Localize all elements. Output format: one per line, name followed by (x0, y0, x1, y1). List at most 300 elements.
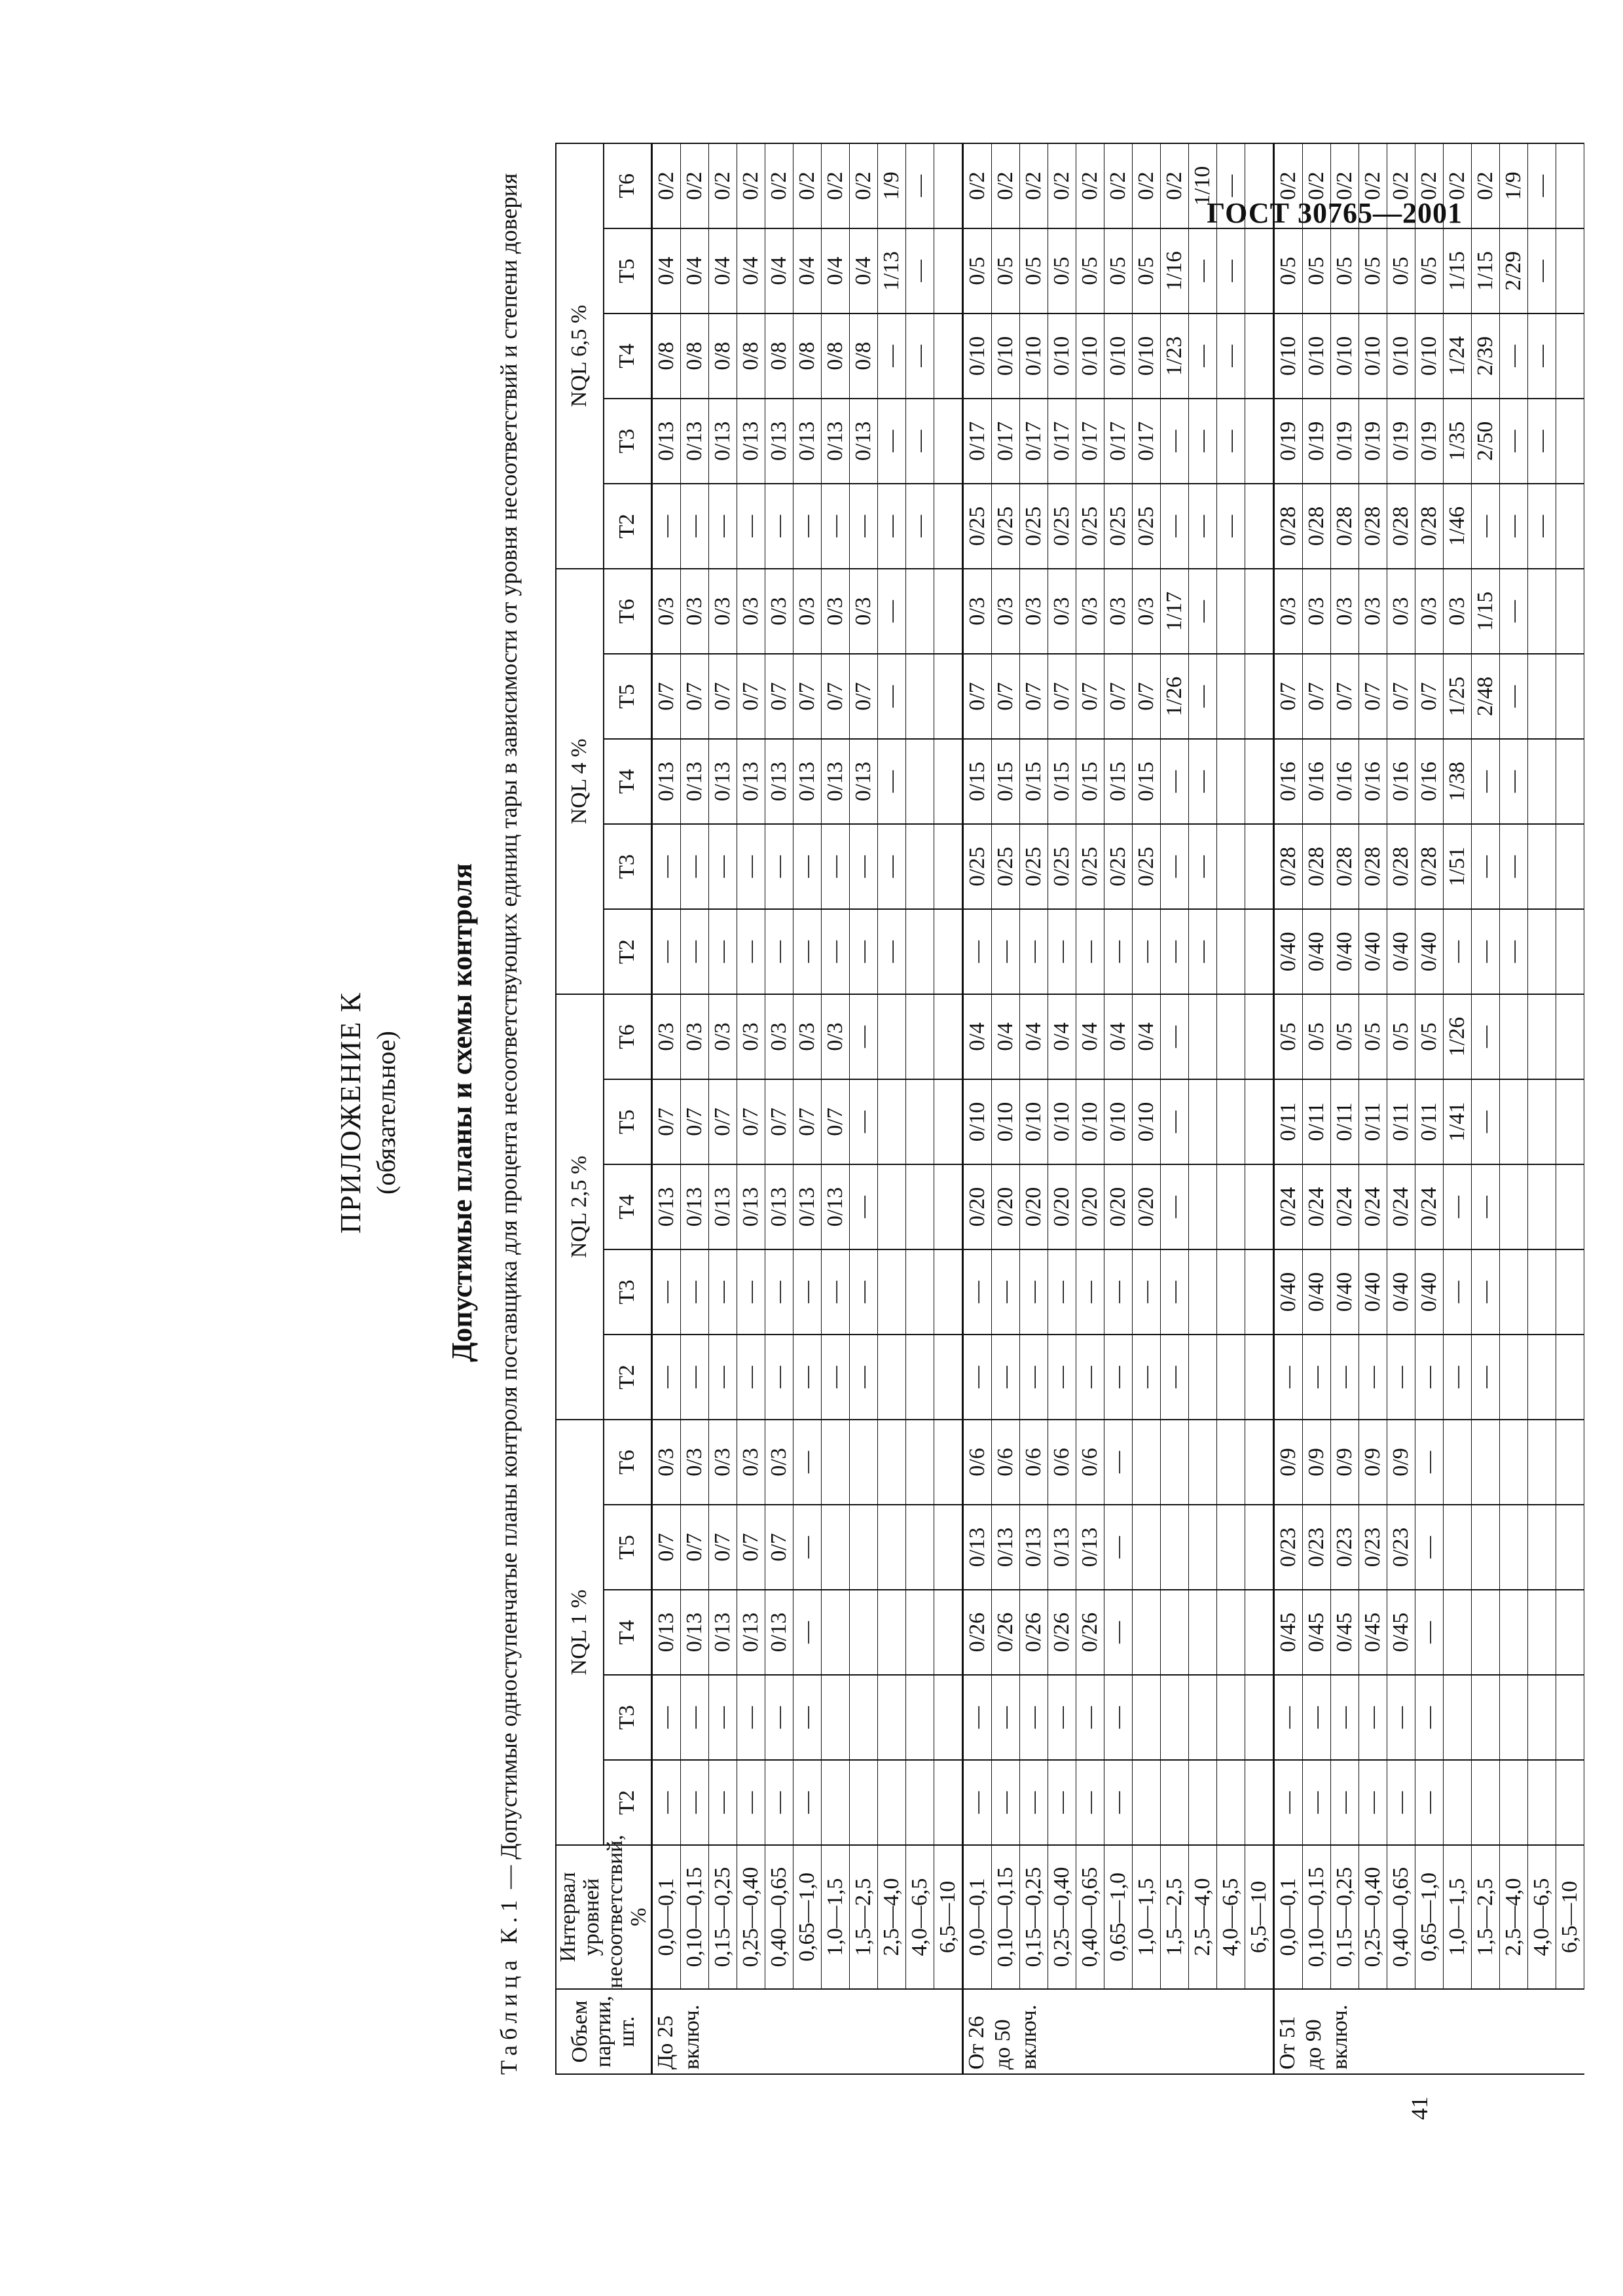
plan-cell: 0/19 (1359, 399, 1387, 484)
plan-cell: 0/10 (1048, 1079, 1076, 1164)
plan-cell (1500, 1164, 1528, 1249)
plan-cell (1161, 1590, 1189, 1675)
plan-cell: 0/15 (992, 739, 1020, 824)
plan-cell: 0/45 (1387, 1590, 1415, 1675)
plan-cell (1189, 1675, 1217, 1760)
plan-cell: — (709, 1675, 737, 1760)
plan-cell: 0/2 (765, 143, 793, 228)
plan-cell: 0/25 (1104, 484, 1133, 569)
col-header-level: T6 (604, 994, 652, 1079)
plan-cell: — (1500, 909, 1528, 994)
plan-cell: — (1217, 399, 1245, 484)
plan-cell (1217, 1079, 1245, 1164)
plan-cell: 0/5 (1274, 994, 1303, 1079)
plan-cell: 0/13 (709, 1590, 737, 1675)
plan-cell: 0/3 (765, 569, 793, 654)
interval-cell: 0,15—0,25 (709, 1845, 737, 1989)
plan-cell (934, 1760, 963, 1845)
table-row (1133, 143, 1161, 2074)
plan-cell: 0/17 (963, 399, 992, 484)
plan-cell: 0/4 (850, 228, 878, 314)
plan-cell (1472, 1760, 1500, 1845)
plan-cell: 0/8 (765, 314, 793, 399)
plan-cell (1245, 654, 1274, 739)
plan-cell: 0/28 (1303, 824, 1331, 909)
plan-cell: 0/4 (822, 228, 850, 314)
plan-cell: 0/23 (1331, 1505, 1359, 1590)
plan-cell: 0/10 (992, 1079, 1020, 1164)
table-row (1528, 143, 1556, 2074)
plan-cell: — (1020, 909, 1048, 994)
plan-cell: 0/4 (709, 228, 737, 314)
plan-cell (906, 1079, 934, 1164)
plan-cell (1500, 994, 1528, 1079)
plan-cell (1217, 1760, 1245, 1845)
plan-cell: 0/7 (1274, 654, 1303, 739)
plan-cell: — (963, 1760, 992, 1845)
plan-cell: 0/7 (1133, 654, 1161, 739)
plan-cell (878, 1675, 906, 1760)
table-row (1387, 143, 1415, 2074)
plan-cell: 0/3 (793, 569, 822, 654)
plan-cell (1556, 824, 1584, 909)
plan-cell: — (992, 909, 1020, 994)
col-header-level: T3 (604, 824, 652, 909)
plan-cell (1217, 909, 1245, 994)
plan-cell: 0/2 (1048, 143, 1076, 228)
plan-cell: 0/16 (1415, 739, 1444, 824)
plan-cell: 0/11 (1331, 1079, 1359, 1164)
plan-cell: 0/5 (1415, 228, 1444, 314)
plan-cell: — (1500, 739, 1528, 824)
plan-cell (1556, 143, 1584, 228)
plan-cell: — (992, 1675, 1020, 1760)
plan-cell: — (765, 909, 793, 994)
col-header-level: T4 (604, 739, 652, 824)
plan-cell (1528, 1249, 1556, 1335)
plan-cell (1528, 569, 1556, 654)
plan-cell: — (765, 484, 793, 569)
plan-cell (1245, 484, 1274, 569)
plan-cell: — (822, 484, 850, 569)
plan-cell: 0/13 (681, 1164, 709, 1249)
plan-cell: — (737, 1760, 765, 1845)
plan-cell: 0/3 (737, 1420, 765, 1505)
plan-cell (1528, 1079, 1556, 1164)
plan-cell: 1/15 (1444, 228, 1472, 314)
plan-cell: 0/25 (992, 824, 1020, 909)
plan-cell: 0/13 (793, 1164, 822, 1249)
plan-cell: — (822, 824, 850, 909)
plan-cell: — (906, 143, 934, 228)
plan-cell: 0/3 (1133, 569, 1161, 654)
plan-cell: 0/40 (1415, 1249, 1444, 1335)
interval-cell: 0,10—0,15 (1303, 1845, 1331, 1989)
plan-cell: 0/2 (681, 143, 709, 228)
plan-cell: 0/45 (1359, 1590, 1387, 1675)
interval-cell: 4,0—6,5 (906, 1845, 934, 1989)
plan-cell (1245, 824, 1274, 909)
plan-cell: 0/25 (1076, 824, 1104, 909)
plan-cell: 0/3 (1331, 569, 1359, 654)
plan-cell: 0/15 (1020, 739, 1048, 824)
plan-cell: 1/9 (878, 143, 906, 228)
plan-cell: — (1076, 1249, 1104, 1335)
plan-cell: 0/13 (709, 399, 737, 484)
plan-cell (850, 1590, 878, 1675)
plan-cell: — (1076, 1675, 1104, 1760)
table-row (1217, 143, 1245, 2074)
plan-cell: 0/5 (1303, 994, 1331, 1079)
plan-cell: 0/2 (709, 143, 737, 228)
plan-cell: 0/2 (822, 143, 850, 228)
plan-cell: — (709, 1249, 737, 1335)
col-header-level: T3 (604, 1249, 652, 1335)
plan-cell: 0/23 (1359, 1505, 1387, 1590)
plan-cell: — (1444, 1249, 1472, 1335)
plan-cell (1189, 1760, 1217, 1845)
plan-cell: 0/2 (1274, 143, 1303, 228)
plan-cell (1245, 143, 1274, 228)
plan-cell: 0/25 (1048, 484, 1076, 569)
plan-cell (906, 739, 934, 824)
plan-cell (934, 824, 963, 909)
plan-cell: 0/2 (1104, 143, 1133, 228)
appendix-title: ПРИЛОЖЕНИЕ К (335, 992, 367, 1234)
plan-cell: — (737, 1249, 765, 1335)
plan-cell: 0/13 (652, 739, 681, 824)
plan-cell: — (1104, 1590, 1133, 1675)
col-header-level: T3 (604, 399, 652, 484)
lot-size-cell (652, 1989, 963, 2074)
plan-cell: 0/7 (1076, 654, 1104, 739)
plan-cell: — (793, 1760, 822, 1845)
plan-cell: 0/5 (1274, 228, 1303, 314)
table-row (878, 143, 906, 2074)
plan-cell: — (1472, 1335, 1500, 1420)
plan-cell: 0/7 (652, 1079, 681, 1164)
plan-cell: — (652, 824, 681, 909)
plan-cell: 0/13 (1076, 1505, 1104, 1590)
plan-cell: — (1189, 739, 1217, 824)
plan-cell: 1/41 (1444, 1079, 1472, 1164)
plan-cell: 0/13 (681, 739, 709, 824)
interval-cell: 0,40—0,65 (1387, 1845, 1415, 1989)
plan-cell: — (765, 1760, 793, 1845)
plan-cell: 0/2 (1020, 143, 1048, 228)
plan-cell (934, 909, 963, 994)
interval-cell: 0,10—0,15 (681, 1845, 709, 1989)
plan-cell: — (1076, 1760, 1104, 1845)
plan-cell (1500, 1505, 1528, 1590)
plan-cell: 0/4 (1076, 994, 1104, 1079)
plan-cell: — (1415, 1760, 1444, 1845)
plan-cell: — (1387, 1675, 1415, 1760)
plan-cell: 0/25 (1048, 824, 1076, 909)
page-number: 41 (1406, 2096, 1432, 2120)
plan-cell: 0/7 (1104, 654, 1133, 739)
plan-cell: 0/8 (737, 314, 765, 399)
plan-cell: — (793, 1590, 822, 1675)
plan-cell (934, 143, 963, 228)
plan-cell: 0/4 (793, 228, 822, 314)
plan-cell (1217, 1675, 1245, 1760)
plan-cell (906, 1420, 934, 1505)
plan-cell: 0/4 (1133, 994, 1161, 1079)
plan-cell: — (1161, 1164, 1189, 1249)
plan-cell: — (765, 824, 793, 909)
plan-cell: 0/3 (737, 994, 765, 1079)
plan-cell: 0/7 (1020, 654, 1048, 739)
plan-cell (1528, 1420, 1556, 1505)
plan-cell: — (709, 824, 737, 909)
plan-cell: 0/3 (793, 994, 822, 1079)
plan-cell: — (1161, 994, 1189, 1079)
lot-size-line: До 25 (653, 2015, 678, 2070)
interval-cell: 6,5—10 (934, 1845, 963, 1989)
plan-cell: 0/3 (709, 994, 737, 1079)
plan-cell: 1/38 (1444, 739, 1472, 824)
plan-cell (934, 1164, 963, 1249)
plan-cell (1500, 1335, 1528, 1420)
col-header-nql-2-5: NQL 2,5 % (556, 994, 604, 1420)
plan-cell: — (1387, 1760, 1415, 1845)
plan-cell: — (1415, 1675, 1444, 1760)
plan-cell: 0/5 (1020, 228, 1048, 314)
table-row (963, 143, 992, 2074)
plan-cell (878, 1249, 906, 1335)
plan-cell: 0/15 (1048, 739, 1076, 824)
interval-cell: 0,65—1,0 (793, 1845, 822, 1989)
plan-cell: — (1076, 1335, 1104, 1420)
table-row (822, 143, 850, 2074)
plan-cell: — (1048, 1760, 1076, 1845)
plan-cell: — (709, 909, 737, 994)
plan-cell: — (681, 1760, 709, 1845)
plan-cell: — (992, 1760, 1020, 1845)
plan-cell: 0/9 (1359, 1420, 1387, 1505)
plan-cell: 0/16 (1274, 739, 1303, 824)
col-header-level: T5 (604, 1079, 652, 1164)
plan-cell: 0/11 (1303, 1079, 1331, 1164)
plan-cell: 0/25 (963, 484, 992, 569)
plan-cell: 0/7 (963, 654, 992, 739)
plan-cell: 0/3 (992, 569, 1020, 654)
plan-cell (1189, 1505, 1217, 1590)
plan-cell: — (850, 909, 878, 994)
plan-cell (934, 228, 963, 314)
lot-size-line: От 26 (964, 2016, 989, 2070)
plan-cell (906, 824, 934, 909)
table-row (1076, 143, 1104, 2074)
plan-cell: 0/17 (1020, 399, 1048, 484)
plan-cell: 0/9 (1274, 1420, 1303, 1505)
plan-cell: — (793, 484, 822, 569)
plan-cell (1528, 1675, 1556, 1760)
plan-cell: — (1020, 1760, 1048, 1845)
plan-cell: 2/50 (1472, 399, 1500, 484)
plan-cell: 1/25 (1444, 654, 1472, 739)
plan-cell: 0/13 (822, 399, 850, 484)
table-row (1274, 143, 1303, 2074)
plan-cell: — (850, 484, 878, 569)
plan-cell: 0/7 (681, 654, 709, 739)
plan-cell: 0/7 (737, 1505, 765, 1590)
plan-cell: 0/24 (1274, 1164, 1303, 1249)
table-row (765, 143, 793, 2074)
plan-cell: — (1217, 314, 1245, 399)
appendix-subtitle: (обязательное) (371, 1031, 401, 1194)
interval-cell: 1,5—2,5 (850, 1845, 878, 1989)
table-row (1161, 143, 1189, 2074)
plan-cell: 0/20 (992, 1164, 1020, 1249)
plan-cell: — (850, 1079, 878, 1164)
plan-cell: — (737, 824, 765, 909)
table-row (906, 143, 934, 2074)
plan-cell: — (1161, 739, 1189, 824)
plan-cell (934, 1505, 963, 1590)
plan-cell: 0/4 (765, 228, 793, 314)
plan-cell: 0/7 (793, 654, 822, 739)
plan-cell: 0/5 (1048, 228, 1076, 314)
plan-cell (1500, 1249, 1528, 1335)
plan-cell: 0/7 (737, 1079, 765, 1164)
lot-size-line: включ. (680, 2004, 704, 2070)
plan-cell: 0/28 (1359, 824, 1387, 909)
plan-cell (822, 1675, 850, 1760)
lot-size-line: до 90 (1302, 2019, 1326, 2070)
plan-cell: 0/19 (1331, 399, 1359, 484)
plan-cell: 0/3 (1274, 569, 1303, 654)
plan-cell: 0/13 (822, 1164, 850, 1249)
plan-cell: — (793, 909, 822, 994)
plan-cell: — (1189, 228, 1217, 314)
plan-cell (1245, 1675, 1274, 1760)
plan-cell (1133, 1505, 1161, 1590)
plan-cell: — (1472, 909, 1500, 994)
plan-cell: — (1161, 1249, 1189, 1335)
section-heading: Допустимые планы и схемы контроля (446, 863, 478, 1363)
plan-cell: 0/6 (992, 1420, 1020, 1505)
plan-cell: — (822, 1335, 850, 1420)
plan-cell (1245, 228, 1274, 314)
plan-cell: 0/13 (652, 1590, 681, 1675)
table-row (681, 143, 709, 2074)
plan-cell: 0/26 (1020, 1590, 1048, 1675)
col-header-nql-1: NQL 1 % (556, 1420, 604, 1845)
col-header-level: T4 (604, 1590, 652, 1675)
interval-cell: 0,25—0,40 (1359, 1845, 1387, 1989)
plan-cell: — (652, 909, 681, 994)
plan-cell: 0/13 (765, 1590, 793, 1675)
plan-cell (934, 1590, 963, 1675)
plan-cell: 0/10 (963, 314, 992, 399)
plan-cell: 0/5 (1331, 994, 1359, 1079)
rotated-content (334, 131, 1582, 2094)
plan-cell: — (765, 1335, 793, 1420)
interval-cell: 0,40—0,65 (1076, 1845, 1104, 1989)
plan-cell (1556, 739, 1584, 824)
plan-cell (906, 654, 934, 739)
table-row (1359, 143, 1387, 2074)
plan-cell: — (681, 484, 709, 569)
plan-cell (1133, 1675, 1161, 1760)
plan-cell: — (1189, 314, 1217, 399)
plan-cell: 0/24 (1359, 1164, 1387, 1249)
plan-cell: — (1133, 1335, 1161, 1420)
interval-cell: 1,0—1,5 (822, 1845, 850, 1989)
plan-cell: — (1020, 1249, 1048, 1335)
plan-cell: 0/2 (793, 143, 822, 228)
plan-cell (906, 569, 934, 654)
plan-cell: 0/13 (681, 1590, 709, 1675)
plan-cell: — (822, 1249, 850, 1335)
plan-cell: — (850, 1249, 878, 1335)
plan-cell: — (1331, 1675, 1359, 1760)
plan-cell: — (878, 739, 906, 824)
plan-cell: — (963, 1335, 992, 1420)
plan-cell (1500, 1079, 1528, 1164)
plan-cell (1217, 739, 1245, 824)
plan-cell: 0/7 (652, 1505, 681, 1590)
plan-cell: 0/13 (737, 1590, 765, 1675)
plan-cell (878, 994, 906, 1079)
plan-cell: 0/10 (963, 1079, 992, 1164)
plan-cell: — (1528, 143, 1556, 228)
col-header-level: T2 (604, 1760, 652, 1845)
table-row (1245, 143, 1274, 2074)
plan-cell: — (878, 909, 906, 994)
plan-cell: 0/25 (1020, 484, 1048, 569)
lot-size-cell (1274, 1989, 1584, 2074)
plan-cell (1245, 1335, 1274, 1420)
plan-cell: 0/13 (822, 739, 850, 824)
plan-cell (1528, 994, 1556, 1079)
plan-cell (906, 1760, 934, 1845)
plan-cell: — (878, 569, 906, 654)
plan-cell (822, 1420, 850, 1505)
lot-size-line: включ. (1017, 2004, 1041, 2070)
plan-cell (934, 1335, 963, 1420)
plan-cell: 0/15 (963, 739, 992, 824)
plan-cell: — (1274, 1760, 1303, 1845)
plan-cell: — (1217, 228, 1245, 314)
plan-cell: — (793, 1249, 822, 1335)
plan-cell (934, 994, 963, 1079)
plan-cell: 0/3 (963, 569, 992, 654)
plan-cell: 0/2 (1359, 143, 1387, 228)
plan-cell (906, 994, 934, 1079)
plan-cell: — (681, 1249, 709, 1335)
plan-cell (934, 1420, 963, 1505)
plan-cell: 1/16 (1161, 228, 1189, 314)
plan-cell: — (1274, 1675, 1303, 1760)
plan-cell: — (1189, 399, 1217, 484)
col-header-level: T5 (604, 228, 652, 314)
plan-cell: 0/4 (1020, 994, 1048, 1079)
plan-cell: 1/10 (1189, 143, 1217, 228)
plan-cell: 0/28 (1274, 824, 1303, 909)
plan-cell (1133, 1590, 1161, 1675)
plan-cell: 0/7 (822, 1079, 850, 1164)
plan-cell: 0/23 (1274, 1505, 1303, 1590)
plan-cell: — (878, 314, 906, 399)
plan-cell: 0/17 (1104, 399, 1133, 484)
plan-cell: 0/7 (1415, 654, 1444, 739)
interval-cell: 1,0—1,5 (1444, 1845, 1472, 1989)
plan-cell: 0/7 (709, 1505, 737, 1590)
plan-cell (1245, 314, 1274, 399)
